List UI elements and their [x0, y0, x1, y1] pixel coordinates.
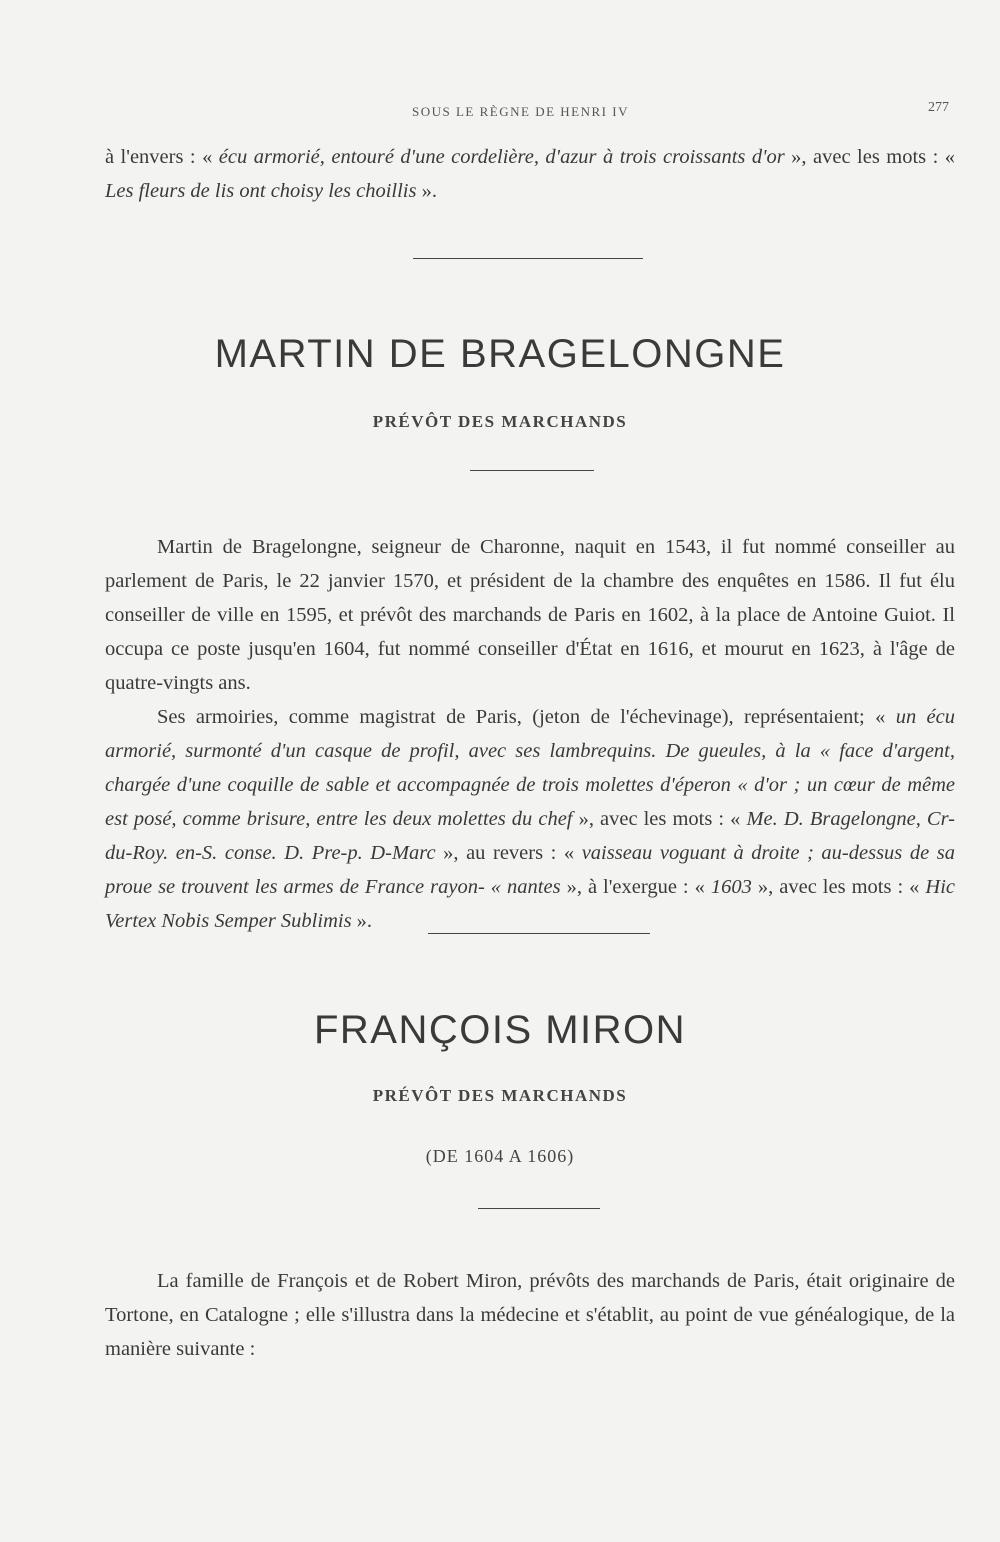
section-subtitle-bragelongne: PRÉVÔT DES MARCHANDS	[372, 412, 628, 431]
section-subtitle-miron: PRÉVÔT DES MARCHANDS	[372, 1086, 628, 1105]
section-title-bragelongne: MARTIN DE BRAGELONGNE	[214, 332, 786, 376]
bragelongne-paragraph-1: Martin de Bragelongne, seigneur de Charonne, naquit en 1543, il fut nommé conseiller au parlement de Paris, le 22 janvier 1570, et président de la chambre des enquêtes en 1586. Il fut élu conseiller de ville en 1595, et prévôt des marchands de Paris en 1602, à la place de Antoine Guiot. Il occupa ce poste jusqu'en 1604, fut nommé conseiller d'État en 1616, et mourut en 1623, à l'âge de quatre-vingts ans.	[105, 536, 955, 694]
title-underline	[478, 1208, 600, 1209]
section-title-miron: FRANÇOIS MIRON	[313, 1008, 687, 1052]
running-head: SOUS LE RÈGNE DE HENRI IV	[412, 104, 629, 119]
title-underline	[470, 470, 594, 471]
miron-paragraph-1: La famille de François et de Robert Miron, prévôts des marchands de Paris, était originaire de Tortone, en Catalogne ; elle s'illustra dans la médecine et s'établit, au point de vue généalogique, de la manière suivante :	[105, 1270, 955, 1360]
bragelongne-paragraph-2: Ses armoiries, comme magistrat de Paris, (jeton de l'échevinage), représentaient; « un écu armorié, surmonté d'un casque de profil, avec ses lambrequins. De gueules, à la « face d'argent, chargée d'une coquille de sable et accompagnée de trois molettes d'éperon « d'or ; un cœur de même est posé, comme brisure, entre les deux molettes du chef », avec les mots : « Me. D. Bragelongne, Cr-du-Roy. en-S. conse. D. Pre-p. D-Marc », au revers : « vaisseau voguant à droite ; au-dessus de sa proue se trouvent les armes de France rayon- « nantes », à l'exergue : « 1603 », avec les mots : « Hic Vertex Nobis Semper Sublimis ».	[105, 706, 955, 932]
section-divider	[413, 258, 643, 259]
section-divider	[428, 933, 650, 934]
miron-body	[105, 1264, 955, 1366]
bragelongne-body	[105, 530, 955, 938]
page-number: 277	[928, 100, 949, 115]
section-dates-miron: (DE 1604 A 1606)	[425, 1146, 575, 1166]
continuation-paragraph: à l'envers : « écu armorié, entouré d'une cordelière, d'azur à trois croissants d'or », avec les mots : « Les fleurs de lis ont choisy les choillis ».	[105, 146, 956, 202]
continuation-text	[105, 140, 955, 208]
